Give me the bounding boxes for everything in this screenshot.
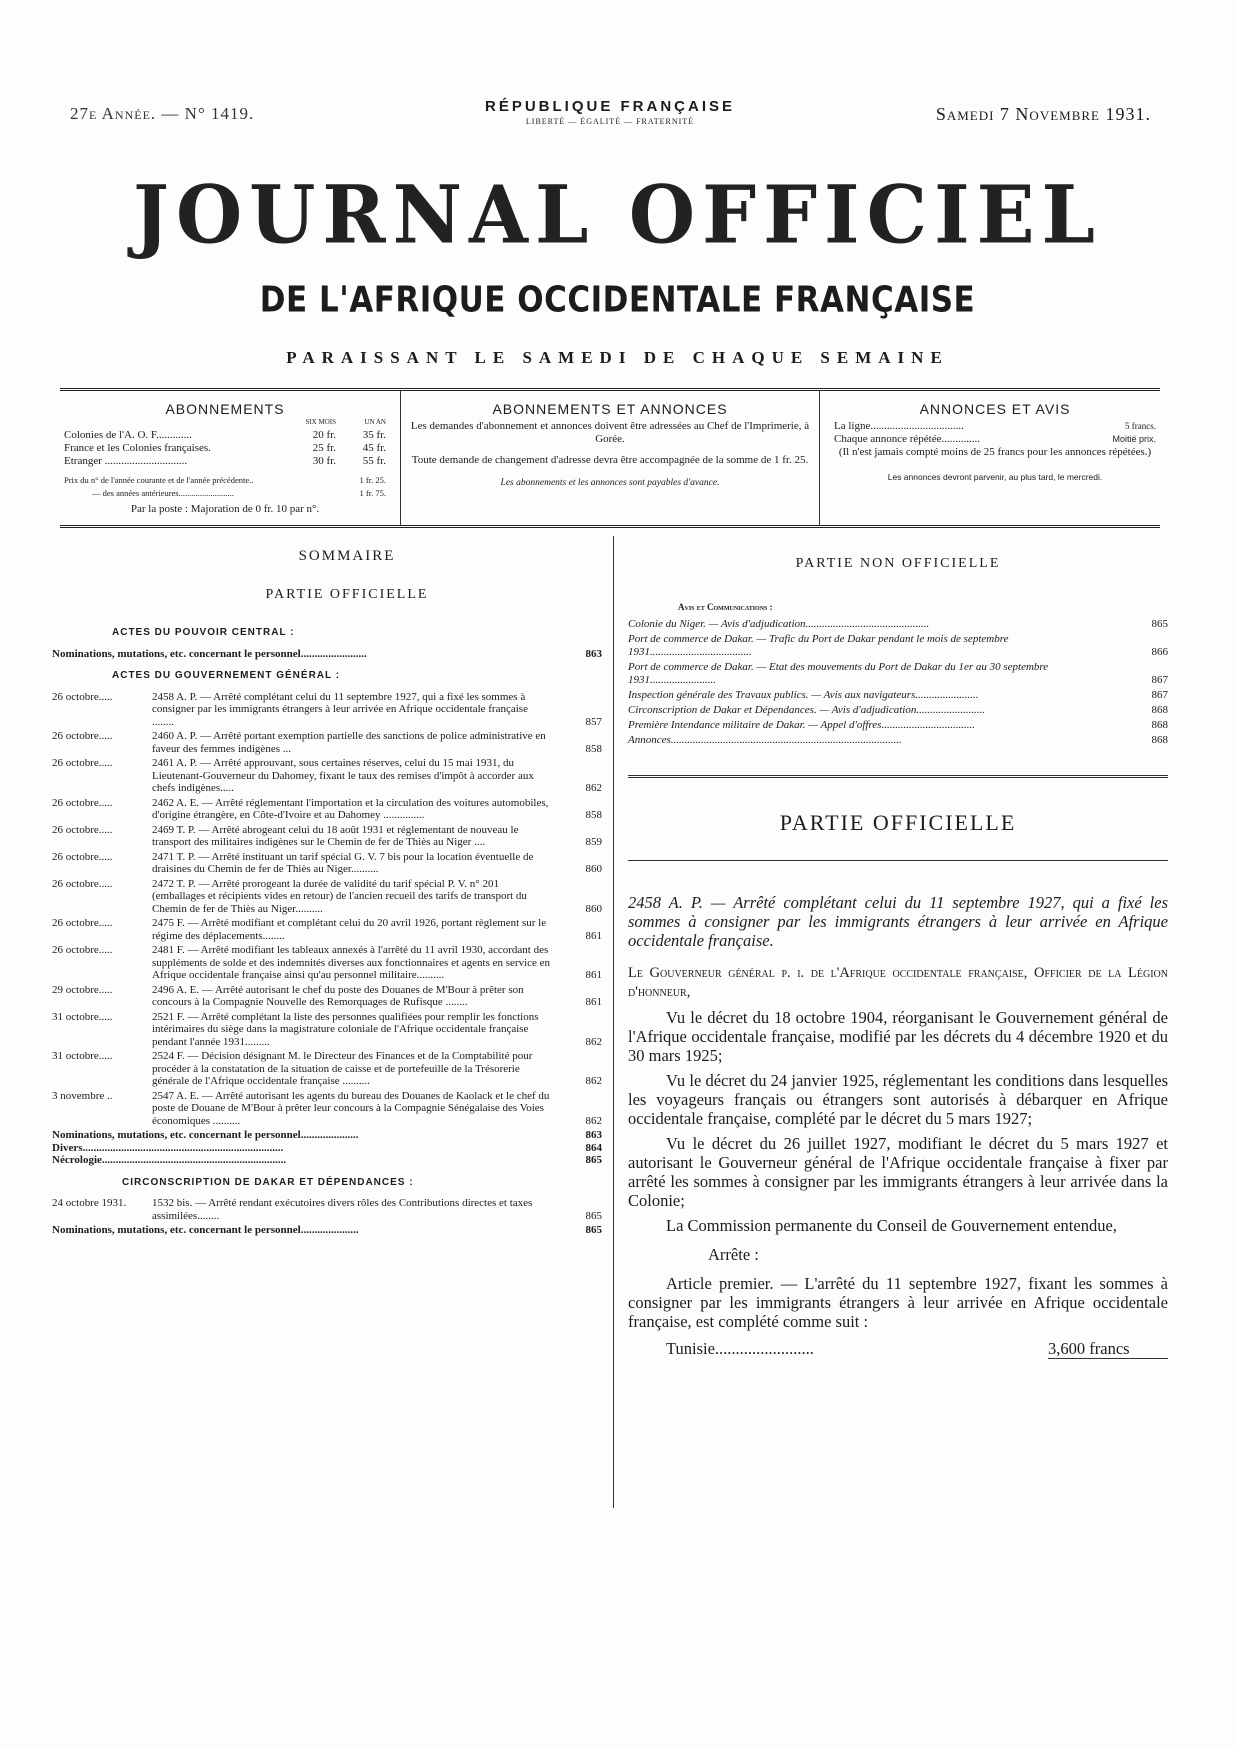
tunisie-line: Tunisie........................ 3,600 francs: [628, 1339, 1168, 1359]
avis-item: Port de commerce de Dakar. — Trafic du Port de Dakar pendant le mois de septembre 1931..................................... 866: [628, 633, 1168, 658]
vu-paragraph-2: Vu le décret du 24 janvier 1925, réglementant les conditions dans lesquelles les voyageurs français ou étrangers sont autorisés à débarquer en Afrique occidentale française, complété par le décret du 5 mars 1927;: [628, 1071, 1168, 1128]
gouvernement-entries: [52, 691, 602, 1128]
journal-title: JOURNAL OFFICIEL: [132, 167, 1102, 262]
price-older: — des années antérieures.......................... 1 fr. 75.: [92, 488, 386, 498]
avis-item: Colonie du Niger. — Avis d'adjudication............................................. 865: [628, 618, 1168, 630]
deadline-notice: Les annonces devront parvenir, au plus tard, le mercredi.: [887, 472, 1103, 482]
avis-communications-heading: Avis et Communications :: [678, 602, 773, 612]
avis-item: Port de commerce de Dakar. — Etat des mouvements du Port de Dakar du 1er au 30 septembre 1931........................ 867: [628, 661, 1168, 686]
issue-date: Samedi 7 Novembre 1931.: [935, 104, 1151, 124]
sommaire-tail-entries: [52, 1129, 602, 1167]
address-notice: Les demandes d'abonnement et annonces doivent être adressées au Chef de l'Imprimerie, à Gorée.: [410, 420, 810, 445]
price-column-header: SIX MOIS UN AN: [305, 418, 386, 426]
actes-central-heading: ACTES DU POUVOIR CENTRAL :: [112, 627, 295, 638]
dakar-heading: CIRCONSCRIPTION DE DAKAR ET DÉPENDANCES :: [122, 1176, 414, 1188]
title-rule: [628, 860, 1168, 861]
avis-item: Première Intendance militaire de Dakar. — Appel d'offres.................................. 868: [628, 719, 1168, 731]
price-row: France et les Colonies françaises. 25 fr. 45 fr.: [64, 442, 386, 454]
publication-frequency: PARAISSANT LE SAMEDI DE CHAQUE SEMAINE: [286, 348, 949, 367]
sommaire-entry: 3 novembre .. 2547 A. E. — Arrêté autorisant les agents du bureau des Douanes de Kaolack et le chef du poste de Douane de M'Bour à prêter leur concours à la Compagnie Sénégalaise des Voies économiques .......... 862: [52, 1089, 602, 1127]
sommaire-entry: 26 octobre..... 2461 A. P. — Arrêté approuvant, sous certaines réserves, celui du 15 mai 1931, du Lieutenant-Gouverneur du Dahomey, fixant le taux des remises d'impôt à accorder aux chefs indigènes..... 862: [52, 757, 602, 794]
sommaire-entry: 26 octobre..... 2469 T. P. — Arrêté abrogeant celui du 18 août 1931 et réglementant de nouveau le transport des militaires indigènes sur le Chemin de fer de Thiès au Niger .... 859: [52, 823, 602, 848]
dakar-nominations-line: Nominations, mutations, etc. concernant le personnel..................... 865: [52, 1224, 602, 1236]
abonnements-title: ABONNEMENTS: [165, 401, 285, 417]
non-officielle-title: PARTIE NON OFFICIELLE: [795, 556, 1001, 571]
partie-officielle-title: PARTIE OFFICIELLE: [779, 810, 1017, 835]
annonces-avis-title: ANNONCES ET AVIS: [919, 401, 1071, 417]
republic-label: RÉPUBLIQUE FRANÇAISE: [484, 98, 735, 115]
commission-paragraph: La Commission permanente du Conseil de Gouvernement entendue,: [666, 1216, 1117, 1235]
sommaire-entry: 26 octobre..... 2472 T. P. — Arrêté prorogeant la durée de validité du tarif spécial P. V. n° 201 (emballages et récipients vides en retour) de l'ancien recueil des tarifs de transport du Chemin de fer de Thiès au Niger.......... 860: [52, 877, 602, 915]
sommaire-tail-line: Nécrologie................................................................... 865: [52, 1154, 602, 1166]
arrete-text: [628, 893, 1168, 1359]
sommaire-entry: 31 octobre..... 2524 F. — Décision désignant M. le Directeur des Finances et de la Comptabilité pour procéder à la constatation de la situation de caisse et de portefeuille de la Trésorerie générale de l'Afrique occidentale française .......... 862: [52, 1050, 602, 1087]
sommaire-entry: 29 octobre..... 2496 A. E. — Arrêté autorisant le chef du poste des Douanes de M'Bour à prêter son concours à la Compagnie Nouvelle des Remorquages de Rufisque ........ 861: [52, 983, 602, 1008]
abonnements-box: [60, 391, 390, 525]
sommaire-tail-line: Divers......................................................................... 864: [52, 1141, 602, 1154]
postal-surcharge: Par la poste : Majoration de 0 fr. 10 par n°.: [130, 503, 320, 515]
vu-paragraph-1: Vu le décret du 18 octobre 1904, réorganisant le Gouvernement général de l'Afrique occidentale française, modifié par les décrets du 4 décembre 1920 et du 30 mars 1925;: [628, 1008, 1168, 1065]
motto: LIBERTÉ — ÉGALITÉ — FRATERNITÉ: [525, 117, 695, 126]
sommaire-column: [52, 550, 602, 1237]
avis-item: Inspection générale des Travaux publics. — Avis aux navigateurs....................... 867: [628, 689, 1168, 701]
vu-paragraph-3: Vu le décret du 26 juillet 1927, modifiant le décret du 5 mars 1927 et autorisant le Gouverneur général de l'Afrique occidentale française à fixer par arrêté les sommes à consigner par les immigrants étrangers à leur arrivée dans la Colonie;: [628, 1134, 1168, 1210]
abonnements-annonces-box: [400, 391, 820, 525]
journal-subtitle: DE L'AFRIQUE OCCIDENTALE FRANÇAISE: [259, 279, 976, 321]
price-row: Etranger .............................. 30 fr. 55 fr.: [64, 455, 386, 467]
repeat-price: Chaque annonce répétée.............. Moitié prix.: [834, 433, 1156, 445]
sommaire-entry: 26 octobre..... 2462 A. E. — Arrêté réglementant l'importation et la circulation des voitures automobiles, d'origine étrangère, en Côte-d'Ivoire et au Dahomey ............... 858: [52, 796, 602, 821]
price-current: Prix du n° de l'année courante et de l'année précédente.. 1 fr. 25.: [64, 475, 386, 485]
right-column: [628, 550, 1168, 1359]
section-divider: [628, 775, 1168, 778]
republic-block: [440, 98, 780, 126]
sommaire-entry: 26 octobre..... 2481 F. — Arrêté modifiant les tableaux annexés à l'arrêté du 11 avril 1930, accordant des suppléments de solde et des indemnités diverses aux fonctionnaires et agents en service en Afrique occidentale française ainsi qu'au personnel militaire.......... 861: [52, 944, 602, 981]
avis-items: [628, 618, 1168, 747]
sommaire-tail-line: Nominations, mutations, etc. concernant le personnel..................... 863: [52, 1129, 602, 1141]
sommaire-entry: 26 octobre..... 2458 A. P. — Arrêté complétant celui du 11 septembre 1927, qui a fixé les sommes à consigner par les immigrants étrangers à leur arrivée en Afrique occidentale française ........ 857: [52, 690, 602, 728]
edition-number: 27e Année. — N° 1419.: [70, 104, 255, 123]
sommaire-entry: 26 octobre..... 2475 F. — Arrêté modifiant et complétant celui du 20 avril 1926, portant règlement sur le régime des déplacements........ 861: [52, 917, 602, 942]
abonnements-annonces-title: ABONNEMENTS ET ANNONCES: [492, 401, 728, 417]
avis-item: Circonscription de Dakar et Dépendances. — Avis d'adjudication......................... 868: [628, 704, 1168, 716]
sommaire-title: SOMMAIRE: [298, 548, 396, 564]
price-row: Colonies de l'A. O. F............. 20 fr. 35 fr.: [64, 429, 386, 441]
dakar-entry: 24 octobre 1931. 1532 bis. — Arrêté rendant exécutoires divers rôles des Contributions directes et taxes assimilées........ 865: [52, 1197, 602, 1222]
subscription-boxes: [60, 388, 1160, 528]
minimum-notice: (Il n'est jamais compté moins de 25 francs pour les annonces répétées.): [838, 446, 1152, 458]
change-notice: Toute demande de changement d'adresse devra être accompagnée de la somme de 1 fr. 25.: [411, 454, 809, 466]
sommaire-entry: 26 octobre..... 2460 A. P. — Arrêté portant exemption partielle des sanctions de police administrative en faveur des femmes indigènes ... 858: [52, 730, 602, 755]
central-nominations-line: Nominations, mutations, etc. concernant le personnel........................ 863: [52, 647, 602, 660]
article-premier: Article premier. — L'arrêté du 11 septembre 1927, fixant les sommes à consigner par les immigrants étrangers à leur arrivée en Afrique occidentale française, est complété comme suit :: [628, 1274, 1168, 1331]
payment-notice: Les abonnements et les annonces sont payables d'avance.: [500, 478, 720, 488]
sommaire-partie-officielle: PARTIE OFFICIELLE: [265, 586, 429, 602]
gouverneur-line: Le Gouverneur général p. i. de l'Afrique occidentale française, Officier de la Légion d'honneur,: [628, 965, 1168, 1000]
arrete-heading: 2458 A. P. — Arrêté complétant celui du 11 septembre 1927, qui a fixé les sommes à consigner par les immigrants étrangers à leur arrivée en Afrique occidentale française.: [628, 893, 1168, 950]
avis-item: Annonces.................................................................................... 868: [628, 734, 1168, 746]
actes-gouvernement-heading: ACTES DU GOUVERNEMENT GÉNÉRAL :: [112, 670, 341, 681]
price-rows: [64, 429, 386, 468]
sommaire-entry: 26 octobre..... 2471 T. P. — Arrêté instituant un tarif spécial G. V. 7 bis pour la location éventuelle de draisines du Chemin de fer de Thiès au Niger.......... 860: [52, 850, 602, 875]
column-divider: [613, 536, 614, 1508]
sommaire-entry: 31 octobre..... 2521 F. — Arrêté complétant la liste des personnes qualifiées pour remplir les fonctions intérimaires du siège dans la magistrature coloniale de l'Afrique occidentale française pendant l'année 1931......... 862: [52, 1010, 602, 1048]
arrete-label: Arrête :: [708, 1245, 759, 1264]
annonces-avis-box: [830, 391, 1160, 525]
line-price: La ligne.................................. 5 francs.: [834, 420, 1156, 432]
